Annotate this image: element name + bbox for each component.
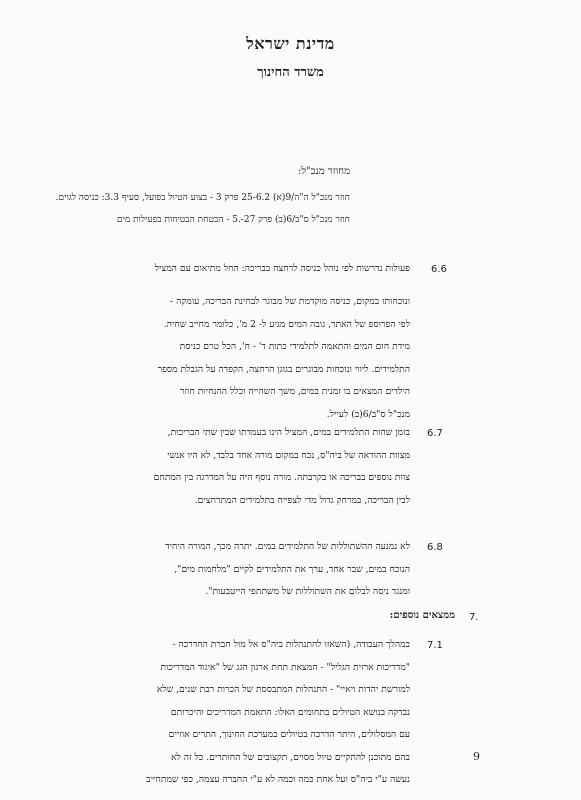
page-title: מדינת ישראל xyxy=(246,34,335,53)
paragraph-line: מנכ"ל ס"ב/6(ב) לעייל. xyxy=(326,408,410,420)
section-number: 6.6 xyxy=(431,264,447,275)
section-number: 7. xyxy=(469,612,479,623)
paragraph-line: מידת חום המים והתאמה לתלמידי כתות ד' - ח', הכל טרם כניסת xyxy=(179,341,410,352)
paragraph-line: בזמן שהות התלמידים במים, המציל הינו בעמדתו שבין שתי הבריכות, xyxy=(167,427,410,438)
paragraph-line: לפי הפרוספ של האתר, גובה המים מגיע ל- 2 מ', כלומר מחייב שחיה. xyxy=(163,318,410,330)
paragraph-line: פעולות נדרשות לפי נוהל כניסה לרחצה בבריכה: החל מתיאום עם המציל xyxy=(154,263,410,274)
section-paragraph xyxy=(0,536,410,604)
section-number: 6.7 xyxy=(427,428,443,439)
paragraph-line: צוות נוספים בבריכה או בקרבתה. מורה נוסף היה על המדרגה בין המתחם xyxy=(153,472,410,483)
section-paragraph xyxy=(0,291,410,426)
paragraph-line: ונוכחותו במקום, כניסה מוקדמת של מבוגר לבחינת הבריכה, עומקה - xyxy=(170,296,410,307)
section-title: ממצאים נוספים: xyxy=(389,610,455,621)
paragraph-line: נבדקה בנושא הטיולים בתחומים האלו: התאמת המדריכים והיכרותם xyxy=(170,706,410,718)
paragraph-line: הנוכח במים, שבר אחד, ערך את התלמידים לקיים "מלחמות מים", xyxy=(174,563,410,575)
subsection-number: 7.1 xyxy=(427,640,443,651)
paragraph-line: נעשה ע"י ביה"ס ועל אחת כמה וכמה לא ע"י החברה עצמה, כפי שמתחייב xyxy=(146,774,410,785)
section-number: 6.8 xyxy=(427,542,443,553)
page-number: 9 xyxy=(473,750,480,763)
reference-item: חוזר מנכ"ל ס"ב/6(ב) פרק 27-.5 - הבטחת הבטיחות בפעילות מים xyxy=(116,215,350,225)
paragraph-line: התלמידים. ליווי ונוכחות מבוגרים בגוגן הרחצה, הקפדה על הגבלת מספר xyxy=(157,363,410,375)
page-subtitle: משרד החינוך xyxy=(257,65,324,80)
section-paragraph xyxy=(0,634,410,792)
paragraph-line: במהלך העבודה, (השאזו להתנהלות ביה"ס אל מול חברת ההדרכה - xyxy=(172,639,410,650)
paragraph-line: הילדים המצאים בו זמנית במים, משך השהייה וכלל ההנחיות חוזר xyxy=(179,386,410,397)
paragraph-line: לא נמנעה ההשתוללות של התלמידים במים. יתרה מכך, המורה היחיד xyxy=(165,541,410,552)
paragraph-line: ומנגד ניסה לבלום את השתוללות של משתתפי הייטבעות". xyxy=(205,586,410,597)
paragraph-line: למורשת יהדות ויאיי" - התנהלות המתבססת של הכרות רבת שנים, שלא xyxy=(156,684,410,695)
references-heading: מחוזר מנכ"ל: xyxy=(298,166,350,177)
paragraph-line: "מדריכות ארזית הגליל" - המצאת תחת ארגון הגג של "איגוד המדריכות xyxy=(160,661,410,673)
section-paragraph xyxy=(0,258,410,281)
paragraph-line: עם המסלולים, היתר הדרכה בטיולים במערכת החינוך, התרים אוזיים xyxy=(168,729,410,740)
paragraph-line: מצוות ההוראה של ביה"ס, נכח במקום מורה אחד בלבד, לא היו אנשי xyxy=(167,449,410,461)
reference-item: חוזר מנכ"ל ה"ה/9(א) 25-6.2 פרק 3 - בצוע הטיול בפועל, סעיף 3.3: כניסה לגוים. xyxy=(55,193,350,203)
section-paragraph xyxy=(0,422,410,512)
paragraph-line: לבין הבריכה, במרחק גדול מדי לצפייה בתלמידים המתרחצים. xyxy=(194,494,410,506)
paragraph-line: בהם מתוכנן להתקיים טיול מסוים, תקצובים של החותרים. כל זה לא xyxy=(171,751,410,763)
